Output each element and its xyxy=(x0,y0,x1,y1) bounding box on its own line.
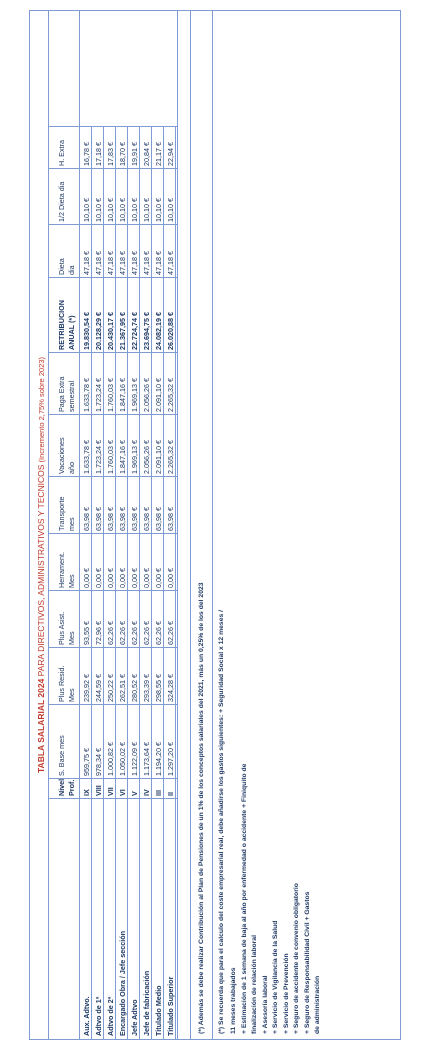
cell-herram: 0,00 € xyxy=(154,568,163,588)
row-category: Aux. Adtvo. xyxy=(82,996,91,1036)
cell-retrib: 23.694,75 € xyxy=(142,312,151,350)
cell-paga: 1.969,13 € xyxy=(130,378,139,412)
note-line: + Seguro de accidente de convenio obligatorio xyxy=(293,883,300,1034)
header-base-line1: S. Base mes xyxy=(57,735,66,776)
cell-herram: 0,00 € xyxy=(106,568,115,588)
cell-vac: 1.633,78 € xyxy=(82,440,91,474)
cell-asist: 62,26 € xyxy=(106,621,115,645)
column-divider xyxy=(49,533,177,534)
header-resid xyxy=(49,648,79,705)
salary-table-frame xyxy=(29,10,401,1040)
row-divider xyxy=(163,127,164,1039)
cell-asist: 62,26 € xyxy=(118,621,127,645)
header-resid-line1: Plus Resid. xyxy=(57,665,66,702)
cell-herram: 0,00 € xyxy=(166,568,175,588)
cell-paga: 2.056,26 € xyxy=(142,378,151,412)
cell-transp: 63,98 € xyxy=(94,507,103,531)
header-asist-line1: Plus Asist. xyxy=(57,611,66,645)
cell-herram: 0,00 € xyxy=(82,568,91,588)
cell-hextra: 22,94 € xyxy=(166,142,175,166)
cell-vac: 2.056,26 € xyxy=(142,440,151,474)
cell-paga: 1.760,03 € xyxy=(106,378,115,412)
row-divider xyxy=(175,127,176,1039)
column-divider xyxy=(49,798,177,799)
cell-hextra: 20,84 € xyxy=(142,142,151,166)
cell-vac: 1.723,24 € xyxy=(94,440,103,474)
cell-nivel: VIII xyxy=(94,785,103,796)
header-transp-line1: Transporte xyxy=(57,496,66,531)
row-category: Titulado Superior xyxy=(166,976,175,1036)
header-media-line1: 1/2 Dieta dia xyxy=(57,181,66,222)
header-herram-line1: Herrament. xyxy=(57,552,66,588)
cell-paga: 2.091,10 € xyxy=(154,378,163,412)
title-rest: PARA DIRECTIVOS, ADMINISTRATIVOS Y TECNICOS xyxy=(36,464,46,679)
cell-dieta: 47,18 € xyxy=(142,251,151,275)
cell-transp: 63,98 € xyxy=(82,507,91,531)
cell-asist: 62,26 € xyxy=(130,621,139,645)
cell-dieta: 47,18 € xyxy=(154,251,163,275)
row-divider xyxy=(151,127,152,1039)
cell-transp: 63,98 € xyxy=(130,507,139,531)
header-retrib-line2: ANUAL (*) xyxy=(67,315,76,350)
column-divider xyxy=(49,224,177,225)
cell-dieta: 47,18 € xyxy=(118,251,127,275)
header-media xyxy=(49,169,79,225)
cell-herram: 0,00 € xyxy=(94,568,103,588)
cell-paga: 1.633,78 € xyxy=(82,378,91,412)
cell-asist: 62,26 € xyxy=(142,621,151,645)
note-line: + Estimación de 1 semana de baja al año por enfermedad o accidente + Finiquito de xyxy=(240,763,248,1034)
cell-hextra: 16,78 € xyxy=(82,142,91,166)
cell-retrib: 26.020,88 € xyxy=(166,312,175,350)
cell-media: 10,10 € xyxy=(94,198,103,222)
cell-paga: 1.723,24 € xyxy=(94,378,103,412)
cell-asist: 62,26 € xyxy=(166,621,175,645)
row-divider xyxy=(127,127,128,1039)
cell-nivel: VII xyxy=(106,787,115,796)
cell-media: 10,10 € xyxy=(82,198,91,222)
column-divider xyxy=(49,277,177,278)
cell-retrib: 20.128,29 € xyxy=(94,312,103,350)
header-hextra xyxy=(49,127,79,169)
cell-transp: 63,98 € xyxy=(106,507,115,531)
column-divider xyxy=(49,590,177,591)
cell-media: 10,10 € xyxy=(106,198,115,222)
header-vac-line2: año xyxy=(67,462,76,474)
row-category: Jefe de fabricación xyxy=(142,970,151,1036)
cell-base: 1.122,09 € xyxy=(130,742,139,776)
cell-vac: 2.091,10 € xyxy=(154,440,163,474)
cell-base: 1.173,64 € xyxy=(142,742,151,776)
row-divider xyxy=(103,127,104,1039)
column-divider xyxy=(49,352,177,353)
header-vac-line1: Vacaciones xyxy=(57,437,66,474)
note-line: + Asesoría laboral xyxy=(261,975,269,1034)
note-line: finalización de relación laboral xyxy=(251,935,258,1034)
header-vac xyxy=(49,415,79,477)
cell-vac: 2.265,32 € xyxy=(166,440,175,474)
cell-nivel: IX xyxy=(82,789,91,796)
cell-hextra: 17,18 € xyxy=(94,142,103,166)
header-nivel-line2: Prof. xyxy=(67,779,76,796)
title-bold: TABLA SALARIAL 2024 xyxy=(36,678,46,773)
cell-media: 10,10 € xyxy=(154,198,163,222)
header-dieta xyxy=(49,225,79,278)
cell-dieta: 47,18 € xyxy=(94,251,103,275)
cell-base: 1.000,82 € xyxy=(106,742,115,776)
cell-nivel: III xyxy=(154,790,163,796)
row-category: Adtvo de 1ª xyxy=(94,996,103,1036)
header-herram xyxy=(49,534,79,591)
cell-media: 10,10 € xyxy=(130,198,139,222)
column-divider xyxy=(49,126,177,127)
cell-media: 10,10 € xyxy=(166,198,175,222)
cell-media: 10,10 € xyxy=(142,198,151,222)
column-divider xyxy=(49,414,177,415)
cell-base: 959,75 € xyxy=(82,748,91,776)
cell-herram: 0,00 € xyxy=(142,568,151,588)
notes-section xyxy=(190,11,399,1039)
header-dieta-line2: dia xyxy=(67,265,76,275)
cell-transp: 63,98 € xyxy=(166,507,175,531)
cell-resid: 250,22 € xyxy=(106,674,115,702)
cell-vac: 1.969,13 € xyxy=(130,440,139,474)
cell-nivel: IV xyxy=(142,789,151,796)
cell-asist: 72,96 € xyxy=(94,621,103,645)
column-divider xyxy=(49,168,177,169)
note-pension: (*) Además se debe realizar Contribución al Plan de Pensiones de un 1% de los conceptos salariales del 2021, más un 0,25% de los del 2023 xyxy=(198,582,205,1034)
column-divider xyxy=(49,704,177,705)
cell-retrib: 19.830,54 € xyxy=(82,312,91,350)
cell-media: 10,10 € xyxy=(118,198,127,222)
cell-base: 1.194,20 € xyxy=(154,742,163,776)
note-line: + Servicio de Vigilancia de la Salud xyxy=(272,920,279,1034)
cell-paga: 2.265,32 € xyxy=(166,378,175,412)
header-paga-line1: Paga Extra xyxy=(57,376,66,412)
header-resid-line2: Mes xyxy=(67,688,76,702)
row-category: Adtvo de 2ª xyxy=(106,996,115,1036)
header-hextra-line1: H. Extra xyxy=(57,140,66,166)
column-divider xyxy=(49,647,177,648)
cell-retrib: 24.082,19 € xyxy=(154,312,163,350)
cell-nivel: VI xyxy=(118,789,127,796)
cell-paga: 1.847,16 € xyxy=(118,378,127,412)
header-transp xyxy=(49,477,79,534)
cell-base: 1.297,20 € xyxy=(166,742,175,776)
cell-vac: 1.760,03 € xyxy=(106,440,115,474)
cell-base: 1.050,02 € xyxy=(118,742,127,776)
cell-transp: 63,98 € xyxy=(154,507,163,531)
cell-resid: 239,92 € xyxy=(82,674,91,702)
header-base xyxy=(49,705,79,779)
cell-hextra: 18,70 € xyxy=(118,142,127,166)
row-category: Encargado Obra / Jefe sección xyxy=(118,930,127,1036)
cell-hextra: 17,83 € xyxy=(106,142,115,166)
cell-dieta: 47,18 € xyxy=(82,251,91,275)
header-asist xyxy=(49,591,79,648)
cell-retrib: 20.430,17 € xyxy=(106,312,115,350)
row-category: Titulado Medio xyxy=(154,985,163,1036)
header-retrib-line1: RETRIBUCION xyxy=(57,300,66,350)
header-nivel-line1: Nivel xyxy=(57,778,66,796)
column-divider xyxy=(49,476,177,477)
table-title xyxy=(36,357,46,773)
cell-herram: 0,00 € xyxy=(118,568,127,588)
cell-base: 978,34 € xyxy=(94,748,103,776)
cell-dieta: 47,18 € xyxy=(106,251,115,275)
note-line: + Seguro de Responsabilidad Civil + Gastos xyxy=(303,891,311,1034)
cell-hextra: 21,17 € xyxy=(154,142,163,166)
cell-nivel: II xyxy=(166,792,175,796)
header-herram-line2: Mes xyxy=(67,574,76,588)
title-increment: (Incremento 2,75% sobre 2023) xyxy=(37,357,46,465)
cell-resid: 280,52 € xyxy=(130,674,139,702)
cell-dieta: 47,18 € xyxy=(166,251,175,275)
cell-resid: 298,55 € xyxy=(154,674,163,702)
header-nivel xyxy=(49,779,79,799)
header-paga-line2: semestral xyxy=(67,380,76,412)
cell-resid: 324,28 € xyxy=(166,674,175,702)
header-asist-line2: Mes xyxy=(67,631,76,645)
cell-retrib: 22.724,74 € xyxy=(130,312,139,350)
cell-retrib: 21.367,95 € xyxy=(118,312,127,350)
header-transp-line2: mes xyxy=(67,517,76,531)
note-cost: (*) Se recuerda que para el calculo del coste empresarial real, debe añadirse los gastos siguientes: + Seguridad Social x 12 meses / xyxy=(218,609,225,1034)
cell-nivel: V xyxy=(130,791,139,796)
column-divider xyxy=(49,778,177,779)
cell-vac: 1.847,16 € xyxy=(118,440,127,474)
cell-resid: 262,51 € xyxy=(118,674,127,702)
cell-resid: 244,59 € xyxy=(94,674,103,702)
header-dieta-line1: Dieta xyxy=(57,258,66,275)
cell-herram: 0,00 € xyxy=(130,568,139,588)
cell-asist: 93,55 € xyxy=(82,621,91,645)
cell-resid: 293,39 € xyxy=(142,674,151,702)
cell-asist: 62,26 € xyxy=(154,621,163,645)
note-line: + Servicio de Prevención xyxy=(282,953,290,1034)
cell-dieta: 47,18 € xyxy=(130,251,139,275)
row-divider xyxy=(91,127,92,1039)
note-line: 11 meses trabajados xyxy=(230,967,237,1034)
row-divider xyxy=(139,127,140,1039)
row-divider xyxy=(115,127,116,1039)
header-paga xyxy=(49,353,79,415)
row-category: Jefe Adtvo xyxy=(130,999,139,1036)
cell-transp: 63,98 € xyxy=(142,507,151,531)
cell-hextra: 19,91 € xyxy=(130,142,139,166)
header-retrib xyxy=(49,278,79,353)
note-line: de administración xyxy=(314,975,321,1034)
cell-transp: 63,98 € xyxy=(118,507,127,531)
